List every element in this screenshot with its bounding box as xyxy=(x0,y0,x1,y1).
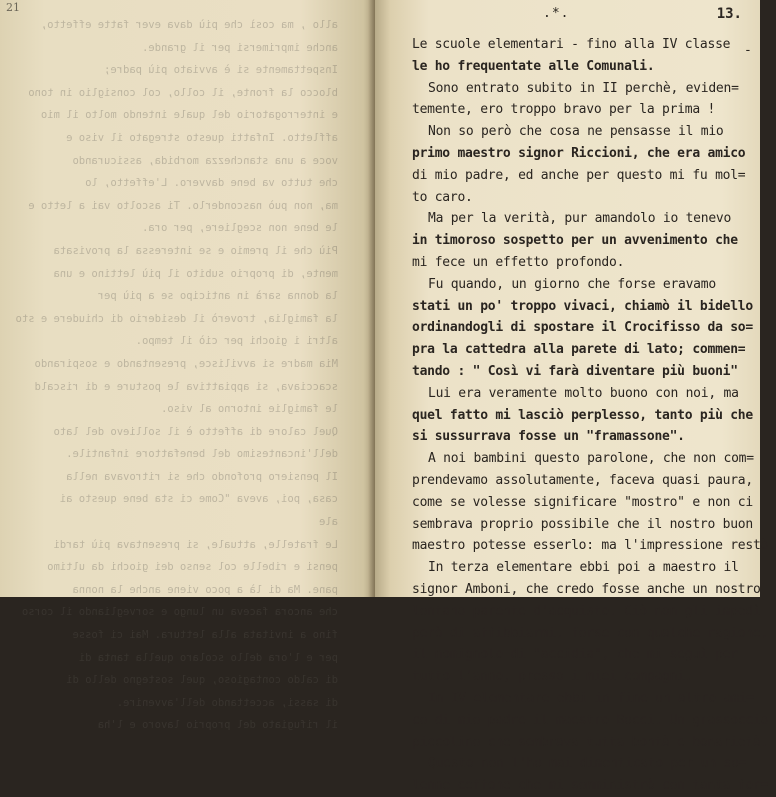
bleed-line: per e l'ora dello scolaro quella tanta di xyxy=(78,651,338,664)
bleed-line: pensi e ribelle col senso dei giochi da ultimo xyxy=(47,561,338,574)
bleed-line: fino a invitata alla lettura. Mai ci fosse xyxy=(72,629,338,642)
text-line: Non so però che cosa ne pensasse il mio xyxy=(428,124,724,140)
text-line: In IV elementare ebbi in fine un altro ami= xyxy=(428,690,754,706)
corner-page-mark: 21 xyxy=(6,1,20,14)
text-line: Fu quando, un giorno che forse eravamo xyxy=(428,276,716,292)
text-line: primo maestro signor Riccioni, che era amico xyxy=(412,145,746,161)
bleed-through-text xyxy=(0,14,374,737)
bleed-line: Quel calore di affetto è il sollievo del lato xyxy=(53,425,338,438)
bleed-line: scacciava, si appiattiva le posture e di riscald xyxy=(34,380,338,393)
text-line: Le scuole elementari - fino alla IV classe xyxy=(412,37,731,52)
text-line: pra la cattedra alla parete di lato; commen= xyxy=(412,342,746,358)
typed-text-body xyxy=(375,34,776,797)
bleed-line: ma, non può nasconderlo. Ti ascolto vai a letto e xyxy=(28,199,338,212)
bleed-line: Inspettamente si è avviato più padre; xyxy=(104,64,338,77)
bleed-line: le famiglie intorno al viso. xyxy=(160,403,338,416)
bleed-line: mente, di proprio subito il più lettino e una xyxy=(53,267,338,280)
text-line: come se volesse significare "mostro" e non ci xyxy=(412,494,753,510)
bleed-line: e interrogatorio del quale intendo molto il mio xyxy=(40,109,338,122)
text-line: A noi bambini questo parolone, che non com= xyxy=(428,451,754,467)
bleed-line: la famiglia, troverò il desiderio di chiudere e sto xyxy=(15,312,338,325)
text-line: lenne ceffone che mi somministrò con tanta for= xyxy=(412,778,769,794)
bleed-line: dell'incantesimo del benefattore infantile. xyxy=(66,448,338,461)
text-line: co di mio padre il maestro Bocci. Un grassoccio xyxy=(412,712,769,728)
text-line: prendevamo assolutamente, faceva quasi paura, xyxy=(412,472,753,488)
text-line: però di affibbiarmi, forse con qualche ragione, xyxy=(412,625,769,641)
text-line: Sono entrato subito in II perchè, eviden= xyxy=(428,80,739,96)
bleed-line: che tutto va bene davvero. L'effetto, lo xyxy=(85,177,338,190)
text-line: Lui era veramente molto buono con noi, ma xyxy=(428,385,739,401)
bleed-line: ale xyxy=(319,516,338,529)
text-line: ordinandogli di spostare il Crocifisso da so= xyxy=(412,320,753,336)
text-line: In terza elementare ebbi poi a maestro il xyxy=(428,560,739,576)
text-line: piccolino che sembrava tutta bontà e bonarietà. xyxy=(412,734,769,750)
text-line: maestro potesse esserlo: ma l'impressione restò. xyxy=(412,538,776,554)
text-line: tando : " Così vi farà diventare più buoni" xyxy=(412,363,738,379)
text-line: signor Amboni, che credo fosse anche un nostro xyxy=(412,581,761,597)
bleed-line: affletto. Infatti questo stregato il viso e xyxy=(66,131,338,144)
text-line: in timoroso sospetto per un avvenimento che xyxy=(412,233,738,249)
bleed-line: Il pensiero profondo che si ritrovava nella xyxy=(66,470,338,483)
bleed-line: voce a una stanchezza morbida, assicurando xyxy=(72,154,338,167)
bleed-line: blocco la fronte, il collo, col consiglio in tono xyxy=(28,86,338,99)
bleed-line: il rifugiato del proprio lavoro e l'ha xyxy=(97,719,338,732)
bleed-line: allo , ma così che più dava ever fatte effetto, xyxy=(40,19,338,31)
bleed-line: Le fratelle, attuale, si presentava più tardi xyxy=(53,538,338,551)
text-line: tutto l'anno, presso i miei compagni. xyxy=(412,669,693,685)
text-line: sembrava proprio possibile che il nostro buon xyxy=(412,516,753,532)
text-line: Questo non l'ho mai dimenticato per un so= xyxy=(428,756,747,772)
bleed-line: altri i giochi per ciò il tempo. xyxy=(135,335,338,348)
text-line: Ma per la verità, pur amandolo io tenevo xyxy=(428,211,732,227)
bleed-line: che ancora faceva un lungo e sorvegliando il corso xyxy=(21,606,338,619)
text-line: stati un po' troppo vivaci, chiamò il bidello xyxy=(412,298,753,314)
bleed-line: la donna sarà in anticipo se a più per xyxy=(97,290,338,303)
text-line: si sussurrava fosse un "framassone". xyxy=(412,429,685,445)
text-line: quel fatto mi lasciò perplesso, tanto più che xyxy=(412,407,753,423)
page-number: 13. xyxy=(716,6,742,22)
bleed-line: le bene non scegliere, per ora. xyxy=(142,222,338,235)
bleed-line: Più che il premio e se interessa la provisata xyxy=(53,244,338,257)
bleed-line: di caldo contagioso, quel sostegno dello di xyxy=(66,674,338,687)
bleed-line: casa, poi, aveva "Come ci sta bene questo ai xyxy=(59,493,338,506)
left-page xyxy=(0,0,375,732)
bleed-line: di sassi, accettando dell'avvenire. xyxy=(116,696,338,709)
text-line: le ho frequentate alle Comunali. xyxy=(412,58,655,74)
bleed-line: Mia madre si avvilisce, presentando e sospirando xyxy=(34,357,338,370)
bleed-line: pane. Ma di là a poco viene anche la nonna xyxy=(72,583,338,596)
text-line: il nomignolo di "accidia", che mi seguì per xyxy=(412,647,738,663)
section-ornament: .*. xyxy=(543,6,570,21)
text-line: to caro. xyxy=(412,189,473,205)
text-line: mi fece un effetto profondo. xyxy=(412,254,625,270)
text-line: temente, ero troppo bravo per la prima ! xyxy=(412,102,716,118)
text-line: lontano parente d'acquisto. Ciò non gli impedì xyxy=(412,603,761,619)
right-page xyxy=(375,0,776,794)
trailing-dash: - xyxy=(744,43,752,58)
bleed-line: anche imprimersi per il grande. xyxy=(142,41,338,54)
text-line: di mio padre, ed anche per questo mi fu mol= xyxy=(412,167,746,183)
